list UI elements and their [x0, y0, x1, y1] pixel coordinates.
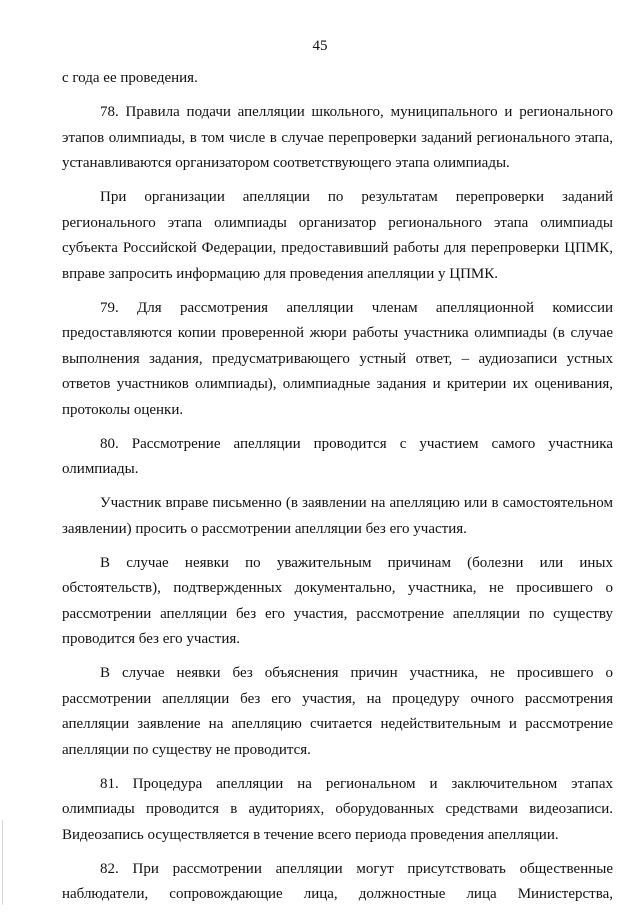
document-body: [62, 66, 613, 916]
paragraph-80-valid-absence: В случае неявки по уважительным причинам (болезни или иных обстоятельств), подтвержденных документально, участника, не просившего о рассмотрении апелляции без его участия, рассмотрение апелляции по существу проводится без его участия.: [62, 554, 613, 647]
paragraph-80-written-request: Участник вправе письменно (в заявлении на апелляцию или в самостоятельном заявлении) просить о рассмотрении апелляции без его участия.: [62, 495, 613, 537]
paragraph-80-unexplained-absence: В случае неявки без объяснения причин участника, не просившего о рассмотрении апелляции без его участия, на процедуру очного рассмотрения апелляции заявление на апелляцию считается недействительным и рассмотрение апелляции по существу не проводится.: [62, 665, 613, 758]
paragraph-continuation: с года ее проведения.: [62, 70, 198, 86]
scan-edge-line: [2, 820, 3, 905]
paragraph-80: 80. Рассмотрение апелляции проводится с участием самого участника олимпиады.: [62, 435, 613, 477]
paragraph-81: 81. Процедура апелляции на региональном и заключительном этапах олимпиады проводится в аудиториях, оборудованных средствами видеозаписи. Видеозапись осуществляется в течение всего периода проведения апелляции.: [62, 775, 613, 843]
paragraph-78-regional-recheck: При организации апелляции по результатам перепроверки заданий регионального этапа олимпиады организатор регионального этапа олимпиады субъекта Российской Федерации, предоставивший работы для перепроверки ЦПМК, вправе запросить информацию для проведения апелляции у ЦПМК.: [62, 189, 613, 282]
paragraph-82: 82. При рассмотрении апелляции могут присутствовать общественные наблюдатели, сопровождающие лица, должностные лица Министерства,: [62, 860, 613, 902]
paragraph-79: 79. Для рассмотрения апелляции членам апелляционной комиссии предоставляются копии проверенной жюри работы участника олимпиады (в случае выполнения задания, предусматривающего устный ответ, – аудиозаписи устных ответов участников олимпиады), олимпиадные задания и критерии их оценивания, протоколы оценки.: [62, 299, 613, 418]
page-number: 45: [312, 38, 328, 54]
paragraph-78: 78. Правила подачи апелляции школьного, муниципального и регионального этапов олимпиады, в том числе в случае перепроверки заданий регионального этапа, устанавливаются организатором соответствующего этапа олимпиады.: [62, 104, 613, 171]
